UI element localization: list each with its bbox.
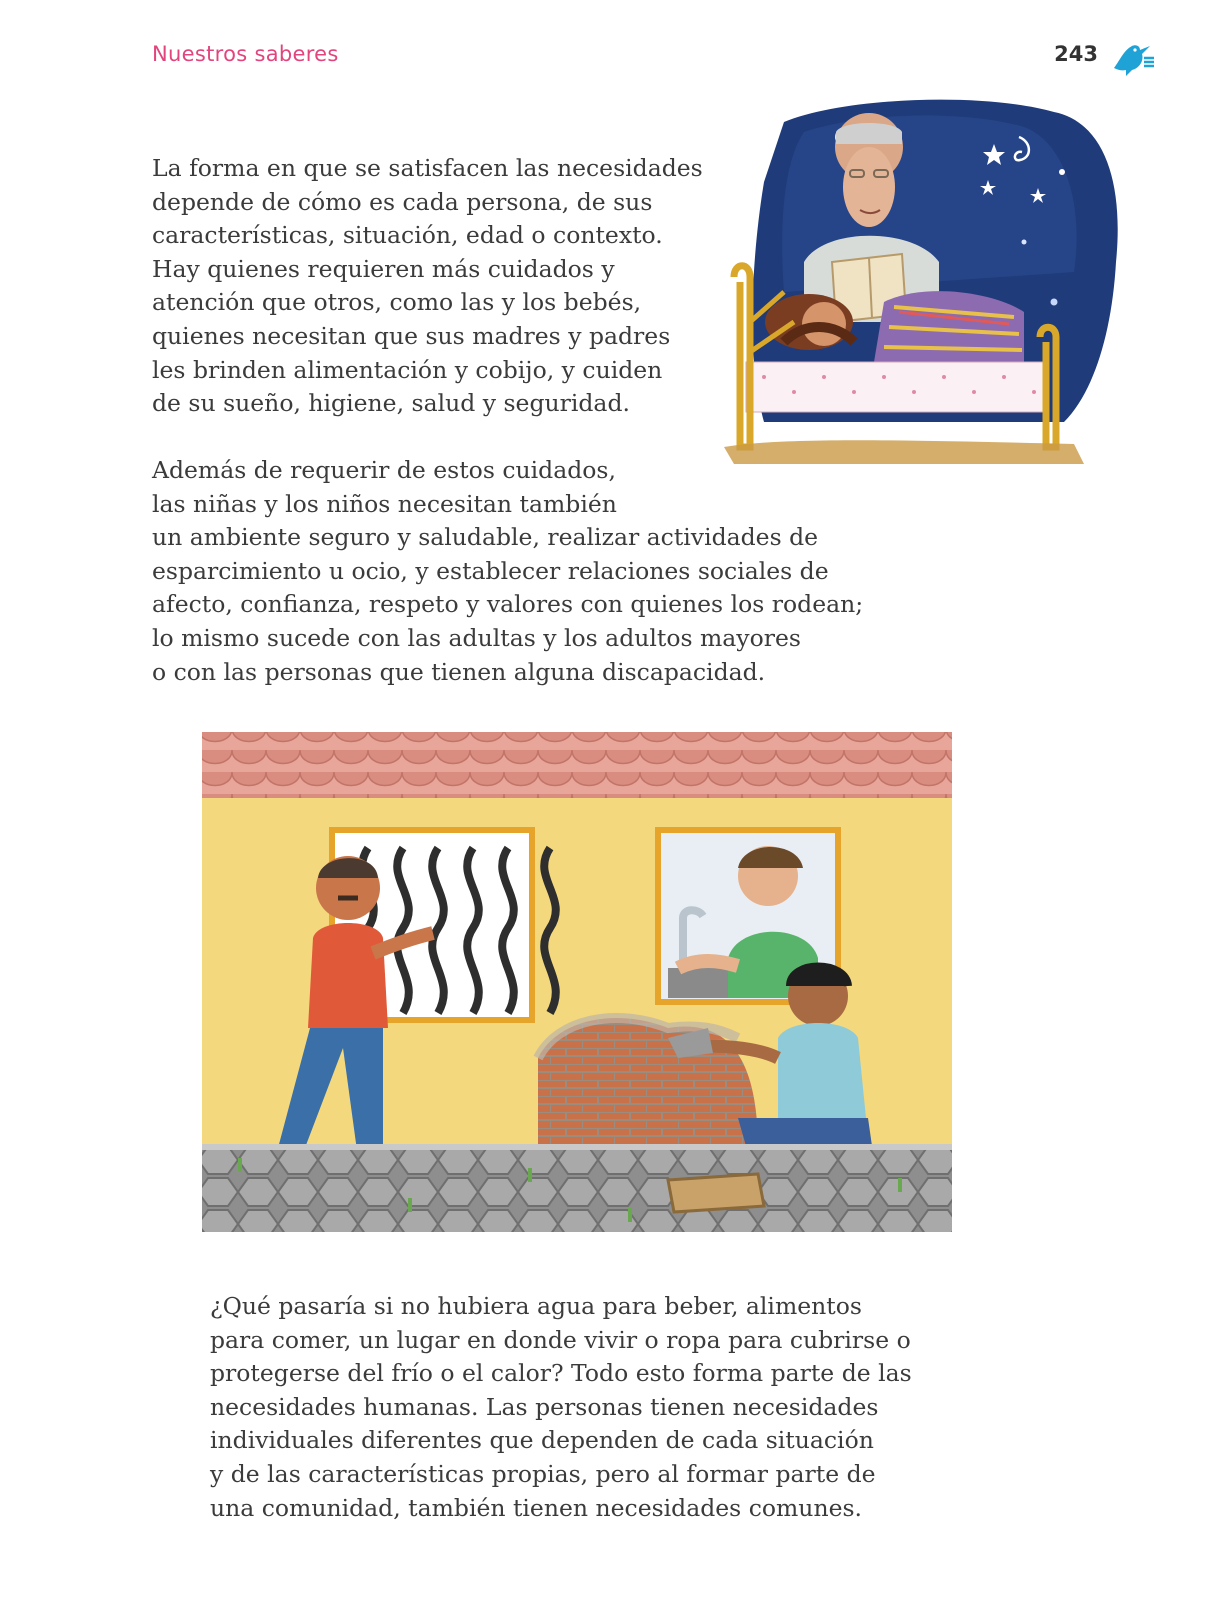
- text-line: características, situación, edad o contexto.: [152, 221, 663, 250]
- text-line: esparcimiento u ocio, y establecer relaciones sociales de: [152, 556, 829, 585]
- text-line: ¿Qué pasaría si no hubiera agua para beber, alimentos: [210, 1292, 862, 1320]
- text-line: quienes necesitan que sus madres y padres: [152, 321, 671, 350]
- text-line: un ambiente seguro y saludable, realizar actividades de: [152, 523, 819, 552]
- text-line: individuales diferentes que dependen de cada situación: [210, 1426, 874, 1455]
- paragraph-needs-depend: [152, 152, 703, 421]
- text-line: depende de cómo es cada persona, de sus: [152, 187, 653, 216]
- neighbors-repairing-house-illustration: [198, 728, 964, 1240]
- text-line: afecto, confianza, respeto y valores con quienes los rodean;: [152, 590, 864, 619]
- text-line: de su sueño, higiene, salud y seguridad.: [152, 389, 630, 418]
- paragraph-children-needs: [152, 454, 863, 689]
- text-line: les brinden alimentación y cobijo, y cuiden: [152, 355, 663, 384]
- text-line: y de las características propias, pero al formar parte de: [210, 1459, 876, 1488]
- text-line: Hay quienes requieren más cuidados y: [152, 254, 615, 283]
- text-line: La forma en que se satisfacen las necesidades: [152, 154, 703, 182]
- grandfather-reading-bedtime-story-illustration: [724, 92, 1134, 484]
- paragraph-human-needs-question: [210, 1290, 912, 1525]
- page-number: 243: [1054, 42, 1098, 66]
- text-line: atención que otros, como las y los bebés,: [152, 288, 642, 317]
- text-line: las niñas y los niños necesitan también: [152, 489, 617, 518]
- text-line: o con las personas que tienen alguna discapacidad.: [152, 657, 766, 686]
- section-title: Nuestros saberes: [152, 42, 339, 66]
- text-line: necesidades humanas. Las personas tienen necesidades: [210, 1392, 879, 1421]
- text-line: para comer, un lugar en donde vivir o ropa para cubrirse o: [210, 1325, 911, 1354]
- text-line: lo mismo sucede con las adultas y los adultos mayores: [152, 623, 801, 652]
- text-line: protegerse del frío o el calor? Todo esto forma parte de las: [210, 1359, 912, 1388]
- text-line: una comunidad, también tienen necesidades comunes.: [210, 1493, 863, 1522]
- hummingbird-logo-icon: [1110, 38, 1156, 78]
- text-line: Además de requerir de estos cuidados,: [152, 456, 616, 484]
